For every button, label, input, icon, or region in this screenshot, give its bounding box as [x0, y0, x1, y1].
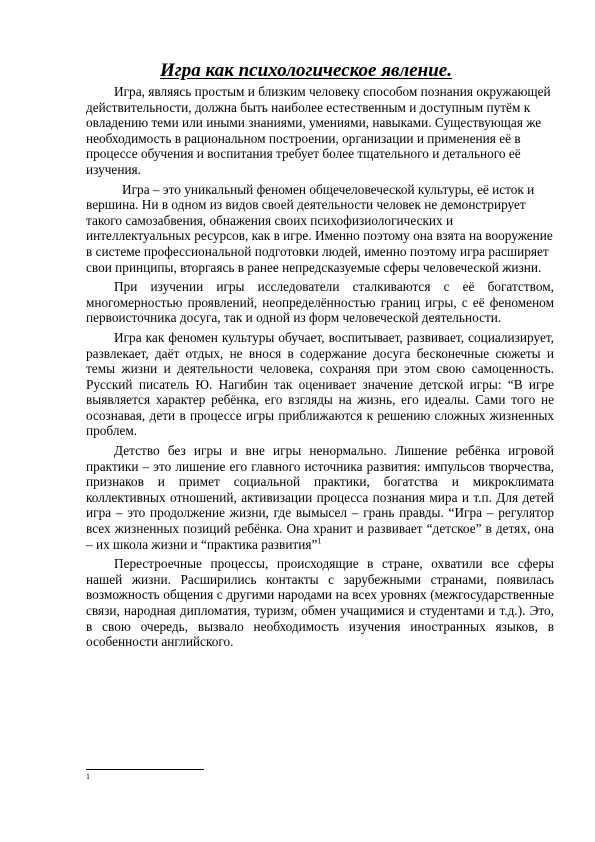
- document-title: Игра как психологическое явление.: [160, 60, 452, 81]
- paragraph-2: Игра – это уникальный феномен общечеловеческой культуры, её исток и вершина. Ни в одном из видов своей деятельности человек не демонстрирует такого самозабвения, обнажения своих психофизиологических и интеллектуальных ресурсов, как в игре. Именно поэтому она взята на вооружение в системе профессиональной подготовки людей, именно поэтому игра расширяет свои принципы, вторгаясь в ранее непредсказуемые сферы человеческой жизни.: [86, 181, 553, 275]
- paragraph-5: [86, 443, 554, 552]
- footnote-reference[interactable]: 1: [317, 536, 322, 546]
- paragraph-1: Игра, являясь простым и близким человеку способом познания окружающей действительности, должна быть наиболее естественным и доступным путём к овладению теми или иными знаниями, умениями, навыками. Существующая же необходимость в рациональном построении, организации и применения её в процессе обучения и воспитания требует более тщательного и детального её изучения.: [86, 84, 551, 177]
- document-body: [86, 84, 554, 654]
- footnote: 1: [86, 772, 90, 781]
- paragraph-6: Перестроечные процессы, происходящие в стране, охватили все сферы нашей жизни. Расширились контакты с зарубежными странами, появилась возможность общения с другими народами на всех уровнях (межгосударственные связи, народная дипломатия, туризм, обмен учащимися и студентами и т.д.). Это, в свою очередь, вызвало необходимость изучения иностранных языков, в особенности английского.: [86, 556, 554, 650]
- paragraph-4: Игра как феномен культуры обучает, воспитывает, развивает, социализирует, развлекает, даёт отдых, не внося в содержание досуга бесконечные сюжеты и темы жизни и деятельности человека, сохраняя при этом свою самоценность. Русский писатель Ю. Нагибин так оценивает значение детской игры: “В игре выявляется характер ребёнка, его взгляды на жизнь, его идеалы. Сами того не осознавая, дети в процессе игры приближаются к решению сложных жизненных проблем.: [86, 329, 554, 439]
- paragraph-3: При изучении игры исследователи сталкиваются с её богатством, многомерностью проявлений, неопределённостью границ игры, с её феноменом первоисточника досуга, так и одной из форм человеческой деятельности.: [86, 279, 554, 326]
- footnote-separator: [86, 769, 204, 770]
- paragraph-5-text: Детство без игры и вне игры ненормально. Лишение ребёнка игровой практики – это лишение его главного источника развития: импульсов творчества, признаков и примет социальной практики, богатства и микроклимата коллективных отношений, активизации процесса познания мира и т.п. Для детей игра – это продолжение жизни, где вымысел – грань правды. “Игра – регулятор всех жизненных позиций ребёнка. Она хранит и развивает “детское” в детях, она – их школа жизни и “практика развития”: [86, 443, 554, 552]
